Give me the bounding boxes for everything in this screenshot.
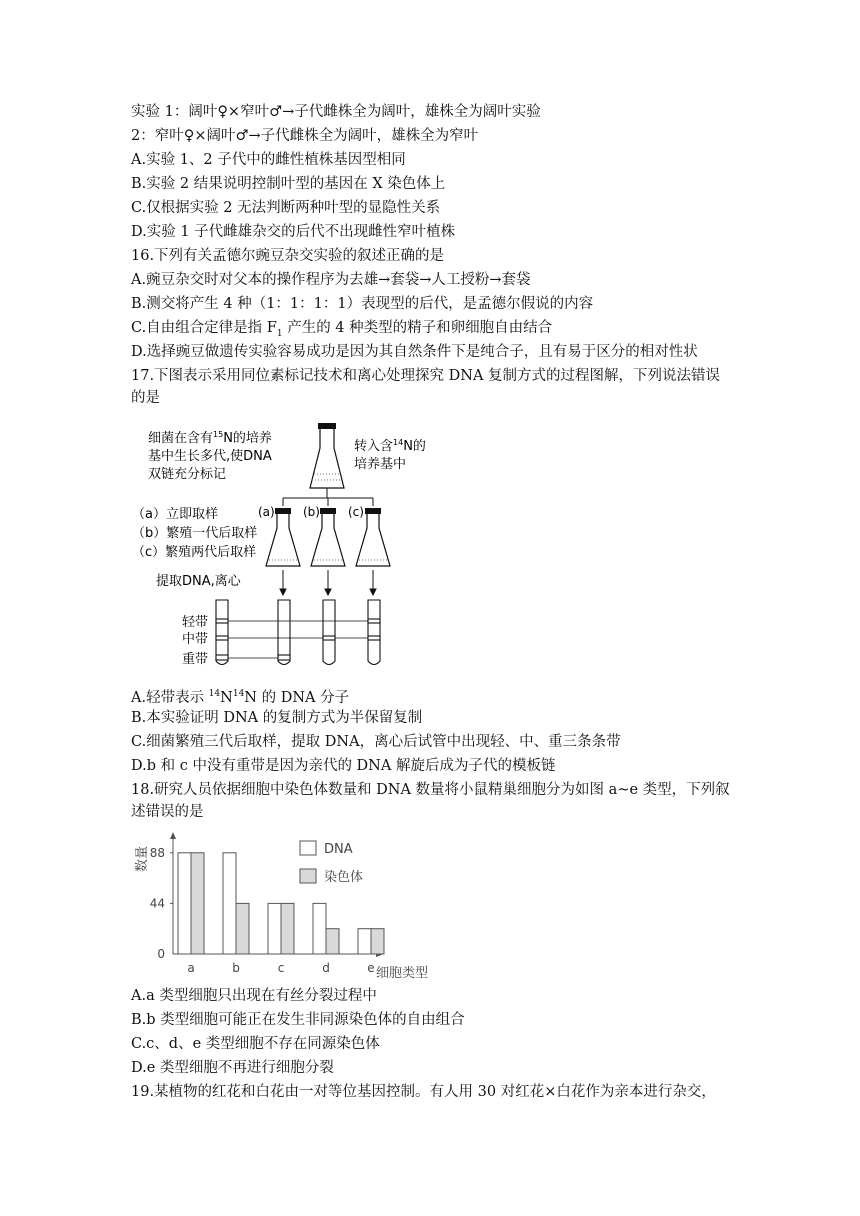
legend-chromosome-swatch [300, 869, 316, 883]
x-category-label: b [232, 961, 240, 975]
x-category-label: a [187, 961, 195, 975]
q18-option-d: D.e 类型细胞不再进行细胞分裂 [131, 1060, 334, 1076]
y-axis-label: 数量 [135, 845, 150, 873]
q18-option-a: A.a 类型细胞只出现在有丝分裂过程中 [131, 988, 377, 1004]
legend-dna-swatch [300, 841, 316, 855]
dna-bands [216, 619, 380, 660]
q17-stem: 17.下图表示采用同位素标记技术和离心处理探究 DNA 复制方式的过程图解，下列说法错误的是 [131, 368, 721, 406]
x-axis-label: 细胞类型 [376, 966, 429, 981]
q15-option-b: B.实验 2 结果说明控制叶型的基因在 X 染色体上 [131, 176, 446, 192]
diagram-left-caption-2: 基中生长多代,使DNA [148, 449, 272, 464]
diagram-right-caption-2: 培养基中 [354, 457, 407, 472]
legend-chromosome-label: 染色体 [324, 870, 364, 885]
q15-option-d: D.实验 1 子代雌雄杂交的后代不出现雌性窄叶植株 [131, 224, 456, 240]
diagram-left-caption-3: 双链充分标记 [148, 467, 227, 482]
sample-a-text: （a）立即取样 [132, 507, 218, 522]
bar-d-1 [326, 929, 339, 954]
bar-e-0 [358, 929, 371, 954]
bar-e-1 [371, 929, 384, 954]
q19-stem: 19.某植物的红花和白花由一对等位基因控制。有人用 30 对红花×白花作为亲本进行杂交， [131, 1084, 716, 1100]
flask-a-label: (a) [258, 505, 275, 519]
q15-option-a: A.实验 1、2 子代中的雌性植株基因型相同 [131, 152, 406, 168]
y-tick-label: 44 [149, 896, 165, 911]
extract-dna-text: 提取DNA,离心 [156, 574, 241, 589]
bar-c-1 [281, 903, 294, 954]
q16-stem: 16.下列有关孟德尔豌豆杂交实验的叙述正确的是 [131, 248, 445, 264]
dna-replication-diagram [128, 418, 458, 680]
q17-option-c: C.细菌繁殖三代后取样，提取 DNA，离心后试管中出现轻、中、重三条条带 [131, 734, 621, 750]
y-tick-label: 88 [149, 845, 165, 860]
x-category-label: c [277, 961, 285, 975]
q17-option-a: A.轻带表示 $^{14}N^{14}N$ 的 DNA 分子 [131, 689, 350, 706]
cell-type-bar-chart [128, 829, 458, 981]
q16-option-a: A.豌豆杂交时对父本的操作程序为去雄→套袋→人工授粉→套袋 [131, 272, 531, 288]
q18-option-b: B.b 类型细胞可能正在发生非同源染色体的自由组合 [131, 1012, 465, 1028]
y-tick-label: 0 [157, 947, 165, 961]
down-arrows [280, 570, 376, 595]
legend-dna-label: DNA [324, 842, 353, 857]
bar-c-0 [268, 903, 281, 954]
x-category-label: d [322, 961, 330, 975]
diagram-left-caption-1: 细菌在含有$^{15}$N的培养 [148, 430, 272, 446]
source-flask [310, 423, 344, 488]
q16-option-b: B.测交将产生 4 种（1：1：1：1）表现型的后代，是孟德尔假说的内容 [131, 296, 594, 312]
centrifuge-tubes [216, 600, 380, 665]
diagram-right-caption-1: 转入含$^{14}$N的 [354, 438, 426, 454]
q16-option-d: D.选择豌豆做遗传实验容易成功是因为其自然条件下是纯合子，且有易于区分的相对性状 [131, 344, 698, 360]
q18-option-c: C.c、d、e 类型细胞不存在同源染色体 [131, 1036, 380, 1052]
bar-b-0 [223, 853, 236, 954]
sample-c-text: （c）繁殖两代后取样 [132, 545, 257, 560]
q17-option-d: D.b 和 c 中没有重带是因为亲代的 DNA 解旋后成为子代的模板链 [131, 758, 556, 774]
experiment-1-text: 实验 1：阔叶♀×窄叶♂→子代雌株全为阔叶，雄株全为阔叶实验 [131, 104, 541, 120]
q15-option-c: C.仅根据实验 2 无法判断两种叶型的显隐性关系 [131, 200, 441, 216]
band-light-label: 轻带 [182, 615, 209, 630]
band-heavy-label: 重带 [182, 652, 209, 667]
sample-b-text: （b）繁殖一代后取样 [132, 526, 258, 541]
bar-a-0 [178, 853, 191, 954]
flask-c-label: (c) [348, 505, 364, 519]
band-mid-label: 中带 [182, 632, 209, 647]
band-lines [228, 621, 368, 658]
bar-d-0 [313, 903, 326, 954]
x-category-label: e [367, 961, 375, 975]
q18-stem: 18.研究人员依据细胞中染色体数量和 DNA 数量将小鼠精巢细胞分为如图 a~e 类型，下列叙述错误的是 [131, 782, 730, 820]
q16-option-c: C.自由组合定律是指 $F_1$ 产生的 4 种类型的精子和卵细胞自由结合 [131, 320, 553, 339]
q17-option-b: B.本实验证明 DNA 的复制方式为半保留复制 [131, 710, 423, 726]
flask-b-label: (b) [303, 505, 320, 519]
bar-a-1 [191, 853, 204, 954]
experiment-2-text: 2：窄叶♀×阔叶♂→子代雌株全为阔叶，雄株全为窄叶 [131, 128, 479, 144]
bar-b-1 [236, 903, 249, 954]
